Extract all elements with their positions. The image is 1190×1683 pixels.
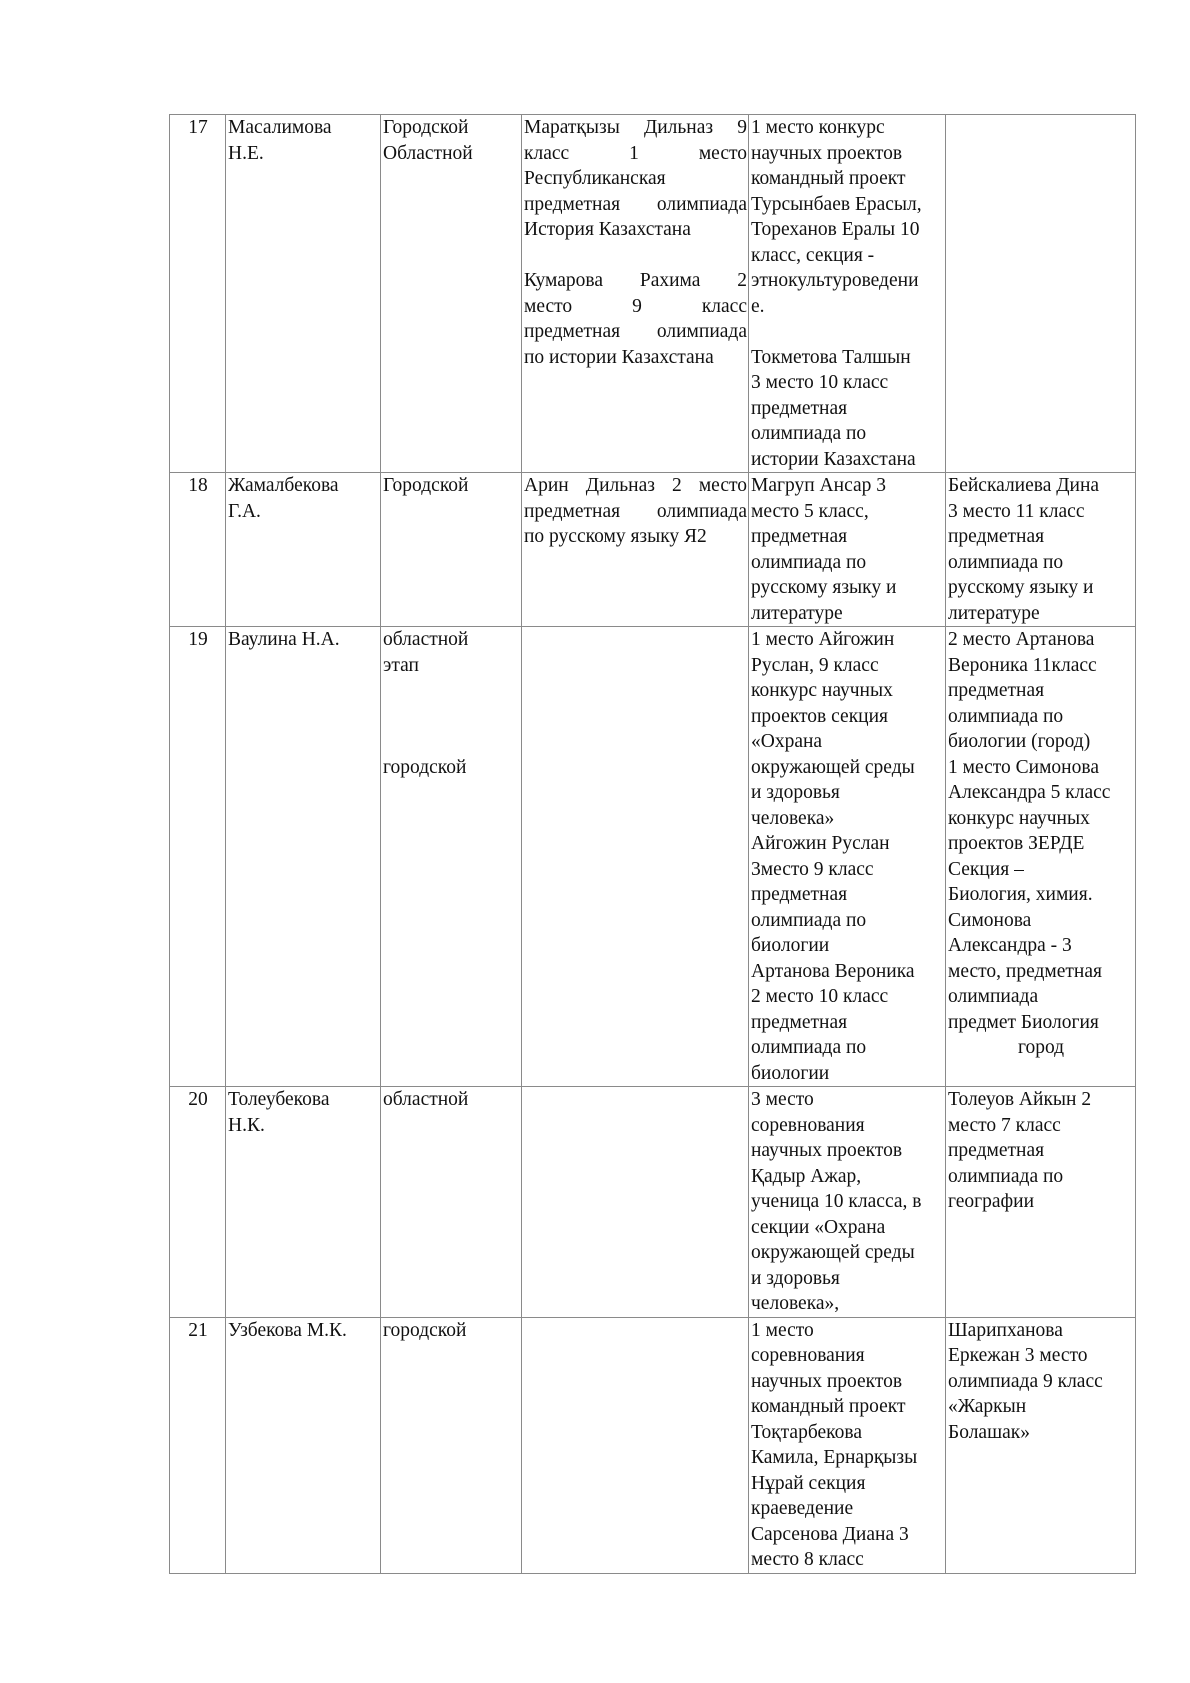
text-line: биологии bbox=[751, 1062, 830, 1084]
table-row bbox=[170, 1317, 1136, 1573]
text-line: научных проектов bbox=[751, 142, 903, 164]
text-line: человека» bbox=[751, 807, 835, 829]
projects-cell bbox=[749, 473, 946, 627]
text-line: научных проектов bbox=[751, 1370, 903, 1392]
text-line: городской bbox=[383, 756, 467, 778]
other-results-cell bbox=[946, 115, 1136, 473]
row-number: 17 bbox=[188, 117, 208, 138]
text-line: олимпиада по bbox=[751, 1037, 867, 1058]
text-line: литературе bbox=[751, 602, 843, 624]
text-line: предметная олимпиада bbox=[524, 321, 747, 342]
level-cell bbox=[381, 1317, 522, 1573]
text-line: 1 место Айгожин bbox=[751, 629, 895, 650]
text-line: Масалимова bbox=[228, 117, 332, 138]
level-cell bbox=[381, 473, 522, 627]
text-line: русскому языку и bbox=[948, 577, 1094, 598]
text-line: русскому языку и bbox=[751, 577, 897, 598]
text-line: секции «Охрана bbox=[751, 1216, 886, 1238]
other-results-cell bbox=[946, 627, 1136, 1087]
text-line: Узбекова М.К. bbox=[228, 1319, 347, 1341]
text-line: Ваулина Н.А. bbox=[228, 629, 340, 650]
text-line: Тоқтарбекова bbox=[751, 1421, 862, 1443]
text-line: Н.Е. bbox=[228, 142, 264, 164]
text-line: предметная олимпиада bbox=[524, 193, 747, 215]
teacher-cell bbox=[226, 1317, 381, 1573]
text-line: Шарипханова bbox=[948, 1319, 1063, 1341]
row-number-cell bbox=[170, 627, 226, 1087]
text-line: 2 место Артанова bbox=[948, 629, 1095, 650]
text-line: Руслан, 9 класс bbox=[751, 654, 879, 676]
text-line: по истории Казахстана bbox=[524, 346, 714, 368]
table-body bbox=[170, 115, 1136, 1574]
text-line: предметная bbox=[948, 1140, 1045, 1161]
text-line: Городской bbox=[383, 475, 469, 496]
text-line: этап bbox=[383, 654, 419, 676]
row-number: 20 bbox=[188, 1089, 208, 1110]
text-line: 1 место конкурс bbox=[751, 117, 885, 138]
blank-line bbox=[383, 729, 520, 755]
text-line: 3 место bbox=[751, 1089, 814, 1110]
text-line: олимпиада 9 класс bbox=[948, 1370, 1103, 1392]
row-number-cell bbox=[170, 473, 226, 627]
table-row bbox=[170, 1087, 1136, 1318]
teacher-cell bbox=[226, 115, 381, 473]
text-line: соревнования bbox=[751, 1345, 865, 1366]
text-line: олимпиада bbox=[948, 986, 1039, 1007]
text-line: командный проект bbox=[751, 168, 906, 189]
results-cell bbox=[522, 473, 749, 627]
projects-cell bbox=[749, 1087, 946, 1318]
text-line: Болашак» bbox=[948, 1421, 1030, 1443]
text-line: конкурс научных bbox=[948, 807, 1090, 829]
text-line: Камила, Ернарқызы bbox=[751, 1447, 918, 1468]
text-line: е. bbox=[751, 295, 765, 317]
text-line: Симонова bbox=[948, 909, 1032, 931]
text-line: место 8 класс bbox=[751, 1549, 864, 1570]
text-line: Жамалбекова bbox=[228, 475, 339, 496]
text-line: класс, секция - bbox=[751, 244, 875, 266]
text-line: Сарсенова Диана 3 bbox=[751, 1523, 909, 1545]
text-line: Толеубекова bbox=[228, 1089, 330, 1110]
text-line: Городской bbox=[383, 117, 469, 138]
text-line: Еркежан 3 место bbox=[948, 1345, 1088, 1366]
text-line: олимпиада по bbox=[751, 551, 867, 573]
text-line: 2 место 10 класс bbox=[751, 986, 889, 1007]
table-row bbox=[170, 627, 1136, 1087]
text-line: Толеуов Айкын 2 bbox=[948, 1089, 1092, 1110]
text-line: проектов секция bbox=[751, 705, 889, 727]
teacher-cell bbox=[226, 473, 381, 627]
blank-line bbox=[751, 319, 944, 345]
text-line: биологии (город) bbox=[948, 731, 1091, 752]
row-number: 21 bbox=[188, 1319, 208, 1341]
blank-line bbox=[524, 243, 747, 269]
text-line: биологии bbox=[751, 935, 830, 956]
text-line: Қадыр Ажар, bbox=[751, 1165, 862, 1187]
text-line: Тореханов Ералы 10 bbox=[751, 219, 920, 240]
text-line: Магруп Ансар 3 bbox=[751, 475, 886, 496]
text-line: человека», bbox=[751, 1293, 840, 1314]
text-line: и здоровья bbox=[751, 782, 840, 803]
text-line: Биология, химия. bbox=[948, 884, 1093, 905]
text-line: окружающей среды bbox=[751, 1242, 915, 1263]
text-line: конкурс научных bbox=[751, 680, 893, 701]
text-line: краеведение bbox=[751, 1498, 854, 1519]
row-number: 18 bbox=[188, 475, 208, 496]
text-line: 1 место Симонова bbox=[948, 756, 1099, 778]
text-line: История Казахстана bbox=[524, 219, 691, 240]
text-line: соревнования bbox=[751, 1114, 865, 1136]
table-row bbox=[170, 473, 1136, 627]
text-line: «Жаркын bbox=[948, 1396, 1027, 1417]
level-cell bbox=[381, 627, 522, 1087]
text-line: истории Казахстана bbox=[751, 448, 916, 470]
text-line: предметная bbox=[948, 680, 1045, 701]
results-cell bbox=[522, 115, 749, 473]
text-line: предметная олимпиада bbox=[524, 500, 747, 522]
blank-line bbox=[383, 678, 520, 704]
text-line: Вероника 11класс bbox=[948, 654, 1097, 676]
text-line: по русскому языку Я2 bbox=[524, 526, 707, 547]
text-line: Маратқызы Дильназ 9 bbox=[524, 117, 747, 138]
text-line: предметная bbox=[751, 1011, 848, 1033]
text-line: Александра - 3 bbox=[948, 935, 1072, 956]
results-cell bbox=[522, 1317, 749, 1573]
text-line: городской bbox=[383, 1319, 467, 1341]
text-line: олимпиада по bbox=[948, 705, 1064, 727]
other-results-cell bbox=[946, 473, 1136, 627]
teacher-cell bbox=[226, 1087, 381, 1318]
row-number-cell bbox=[170, 1087, 226, 1318]
level-cell bbox=[381, 115, 522, 473]
row-number: 19 bbox=[188, 629, 208, 650]
text-line: предметная bbox=[751, 526, 848, 547]
text-line: Секция – bbox=[948, 858, 1024, 880]
text-line: предметная bbox=[948, 526, 1045, 547]
text-line: олимпиада по bbox=[948, 551, 1064, 573]
text-line: «Охрана bbox=[751, 731, 823, 752]
text-line: Токметова Талшын bbox=[751, 346, 911, 368]
text-line: 3 место 11 класс bbox=[948, 500, 1085, 522]
text-line: Нұрай секция bbox=[751, 1472, 866, 1494]
text-line: Г.А. bbox=[228, 500, 261, 522]
text-line: Турсынбаев Ерасыл, bbox=[751, 193, 922, 215]
text-line: Айгожин Руслан bbox=[751, 833, 890, 854]
text-line: Александра 5 класс bbox=[948, 782, 1111, 803]
text-line: научных проектов bbox=[751, 1140, 903, 1161]
text-line: Арин Дильназ 2 место bbox=[524, 475, 747, 496]
text-line: город bbox=[1017, 1037, 1065, 1058]
text-line: Бейскалиева Дина bbox=[948, 475, 1100, 496]
text-line: класс 1 место bbox=[524, 142, 747, 164]
projects-cell bbox=[749, 627, 946, 1087]
text-line: областной bbox=[383, 1089, 469, 1110]
text-line: географии bbox=[948, 1191, 1035, 1212]
text-line: олимпиада по bbox=[948, 1165, 1064, 1187]
text-line: этнокультуроведени bbox=[751, 270, 919, 291]
row-number-cell bbox=[170, 1317, 226, 1573]
text-line: 1 место bbox=[751, 1319, 814, 1341]
projects-cell bbox=[749, 115, 946, 473]
text-line: командный проект bbox=[751, 1396, 906, 1417]
row-number-cell bbox=[170, 115, 226, 473]
teacher-cell bbox=[226, 627, 381, 1087]
other-results-cell bbox=[946, 1317, 1136, 1573]
text-line: место 9 класс bbox=[524, 295, 747, 317]
text-line: областной bbox=[383, 629, 469, 650]
text-line: проектов ЗЕРДЕ bbox=[948, 833, 1085, 854]
text-line: предметная bbox=[751, 884, 848, 905]
text-line: Артанова Вероника bbox=[751, 960, 915, 982]
text-line: и здоровья bbox=[751, 1267, 840, 1289]
text-line: литературе bbox=[948, 602, 1040, 624]
other-results-cell bbox=[946, 1087, 1136, 1318]
text-line: место 7 класс bbox=[948, 1114, 1061, 1136]
text-line: 3 место 10 класс bbox=[751, 372, 889, 393]
text-line: предметная bbox=[751, 397, 848, 419]
text-line: Республиканская bbox=[524, 168, 666, 189]
blank-line bbox=[383, 704, 520, 730]
text-line: Кумарова Рахима 2 bbox=[524, 270, 747, 291]
text-line: Н.К. bbox=[228, 1114, 265, 1136]
text-line: место 5 класс, bbox=[751, 500, 869, 522]
achievements-table bbox=[169, 114, 1136, 1574]
text-line: окружающей среды bbox=[751, 756, 915, 778]
text-line: олимпиада по bbox=[751, 423, 867, 444]
level-cell bbox=[381, 1087, 522, 1318]
text-line: Областной bbox=[383, 142, 473, 164]
text-line: ученица 10 класса, в bbox=[751, 1191, 922, 1212]
text-line: предмет Биология bbox=[948, 1011, 1099, 1033]
text-line: олимпиада по bbox=[751, 909, 867, 931]
projects-cell bbox=[749, 1317, 946, 1573]
table-row bbox=[170, 115, 1136, 473]
results-cell bbox=[522, 1087, 749, 1318]
text-line: место, предметная bbox=[948, 960, 1102, 982]
text-line: 3место 9 класс bbox=[751, 858, 874, 880]
results-cell bbox=[522, 627, 749, 1087]
